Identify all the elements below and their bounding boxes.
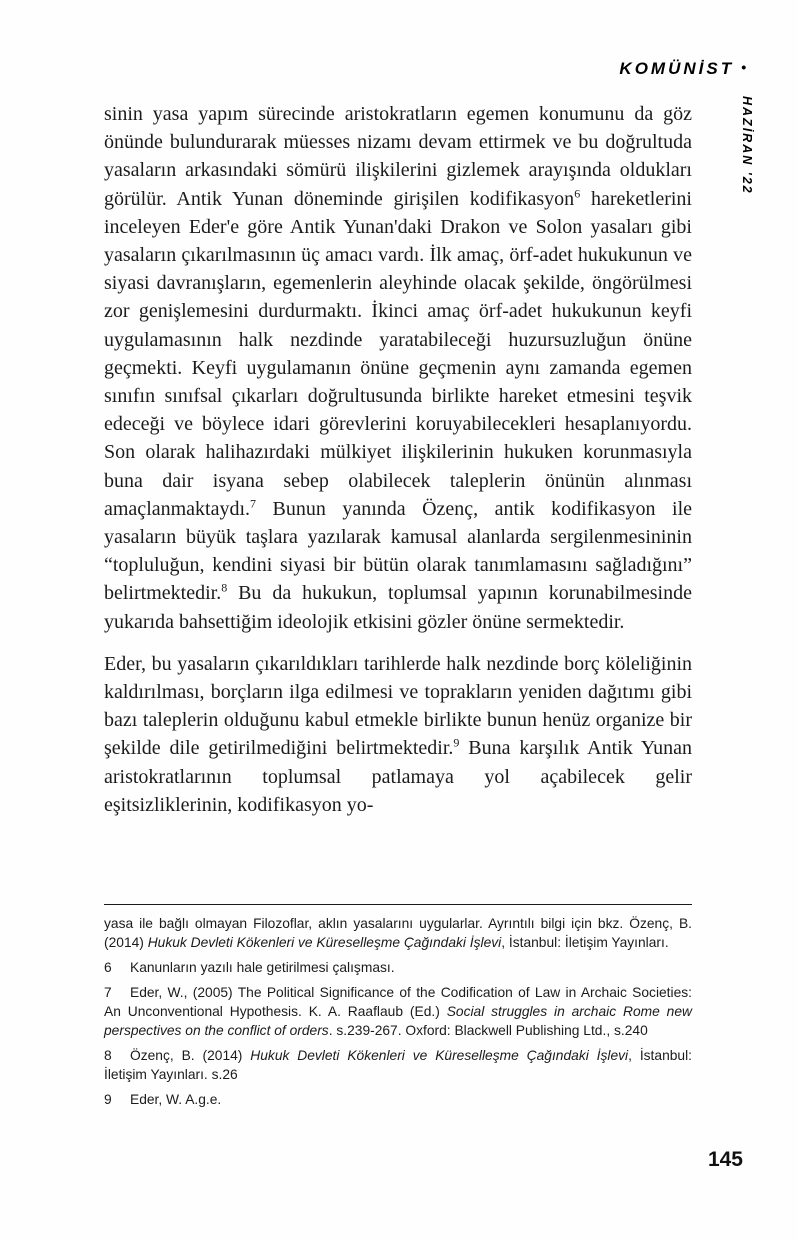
text-run: Eder, W. A.g.e.: [130, 1092, 222, 1107]
text-run: Eder, W., (2005) The Political Significance of the Codification of Law in Archaic Societies: An Unconventional Hypothesis. K. A. Raaflaub (Ed.): [104, 985, 692, 1019]
footnote-ref: 7: [250, 496, 257, 511]
footnote-number: 6: [104, 960, 112, 975]
footnote: [104, 1090, 692, 1109]
text-run: Buna karşılık Antik Yunan aristokratlarının toplumsal patlamaya yol açabilecek gelir eşitsizliklerinin, kodifikasyon yo-: [104, 737, 692, 816]
footnote: [104, 983, 692, 1040]
text-run: Bunun yanında Özenç, antik kodifikasyon ile yasaların büyük taşlara yazılarak kamusal alanlarda sergilenmesininin “topluluğun, kendini siyasi bir bütün olarak tanımlamasını sağladığını” belirtmektedir.: [104, 497, 692, 605]
masthead: [619, 59, 746, 79]
footnote-text: [104, 916, 692, 950]
footnote-number: 7: [104, 985, 112, 1000]
text-run: hareketlerini inceleyen Eder'e göre Antik Yunan'daki Drakon ve Solon yasaları gibi yasaların çıkarılmasının üç amacı vardı. İlk amaç, örf-adet hukukunun ve siyasi davranışların, egemenlerin aleyhinde olacak şekilde, öngörülmesi zor genişlemesini durdurmaktı. İkinci amaç örf-adet hukukunun keyfi uygulamasının halk nezdinde yaratabileceği huzursuzluğun önüne geçmekti. Keyfi uygulamanın önüne geçmenin aynı zamanda egemen sınıfın sınıfsal çıkarları doğrultusunda birlikte hareket etmesini teşvik edeceği ve böylece idari görevlerini koruyabilecekleri hesaplanıyordu. Son olarak halihazırdaki mülkiyet ilişkilerinin hukuken korunmasıyla buna dair isyana sebep olabilecek taleplerin önünün alınması amaçlanmaktaydı.: [104, 187, 692, 520]
paragraph: [104, 100, 692, 636]
footnote-ref: 8: [221, 580, 228, 595]
text-run: yasa ile bağlı olmayan Filozoflar, aklın yasalarını uygularlar. Ayrıntılı bilgi için bkz. Özenç, B. (2014): [104, 916, 692, 950]
text-run: , İstanbul: İletişim Yayınları.: [501, 935, 669, 950]
footnotes-section: [104, 914, 692, 1109]
text-run: , İstanbul: İletişim Yayınları. s.26: [104, 1048, 692, 1082]
footnote: [104, 958, 692, 977]
paragraph: [104, 650, 692, 819]
journal-title: KOMÜNİST: [619, 59, 735, 78]
footnote-text: [104, 1048, 692, 1082]
text-run: Özenç, B. (2014): [130, 1048, 251, 1063]
body-text: [104, 100, 692, 900]
text-run: sinin yasa yapım sürecinde aristokratların egemen konumunu da göz önünde bulundurarak müesses nizamı devam ettirmek ve bu doğrultuda yasaların arkasındaki sömürü ilişkilerini gizlemek arayışında oldukları görülür. Antik Yunan döneminde girişilen kodifikasyon: [104, 103, 692, 210]
footnote-text: [130, 960, 395, 975]
footnote-ref: 6: [574, 185, 581, 200]
footnote: [104, 1046, 692, 1084]
text-run: Social struggles in archaic Rome new perspectives on the conflict of orders: [104, 1004, 692, 1038]
text-run: Hukuk Devleti Kökenleri ve Küreselleşme Çağındaki İşlevi: [147, 935, 502, 950]
footnote-number: 8: [104, 1048, 112, 1063]
issue-date: HAZİRAN '22: [740, 96, 754, 195]
page-number: 145: [707, 1148, 743, 1171]
text-run: Hukuk Devleti Kökenleri ve Küreselleşme Çağındaki İşlevi: [250, 1048, 629, 1063]
text-run: . s.239-267. Oxford: Blackwell Publishing Ltd., s.240: [328, 1023, 648, 1038]
footnote-continuation: [104, 914, 692, 952]
masthead-bullet-icon: •: [741, 59, 746, 75]
text-run: Bu da hukukun, toplumsal yapının korunabilmesinde yukarıda bahsettiğim ideolojik etkisini gözler önüne sermektedir.: [104, 582, 692, 633]
footnote-ref: 9: [453, 735, 460, 750]
footnote-number: 9: [104, 1092, 112, 1107]
footnote-text: [130, 1092, 221, 1107]
footnote-separator: [104, 904, 692, 905]
text-run: Kanunların yazılı hale getirilmesi çalışması.: [130, 960, 395, 975]
text-run: Eder, bu yasaların çıkarıldıkları tarihlerde halk nezdinde borç köleliğinin kaldırılması, borçların ilga edilmesi ve toprakların yeniden dağıtımı gibi bazı taleplerin olduğunu kabul etmekle birlikte bunun henüz organize bir şekilde dile getirilmediğini belirtmektedir.: [104, 652, 692, 760]
footnote-text: [104, 985, 692, 1038]
